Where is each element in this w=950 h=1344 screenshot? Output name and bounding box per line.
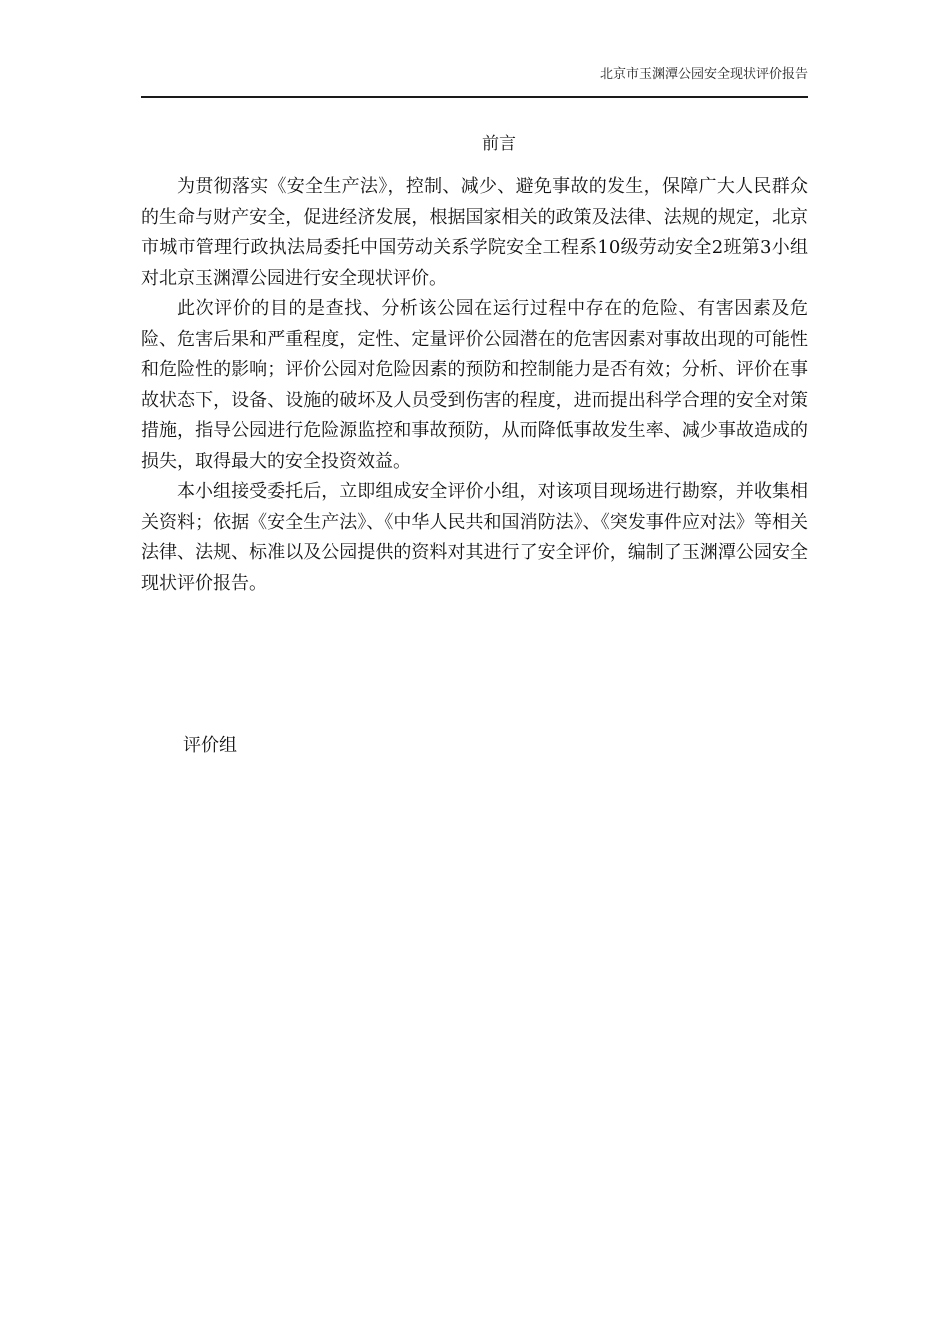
paragraph-2: 此次评价的目的是查找、分析该公园在运行过程中存在的危险、有害因素及危险、危害后果和严重程度，定性、定量评价公园潜在的危害因素对事故出现的可能性和危险性的影响；评价公园对危险因素的预防和控制能力是否有效；分析、评价在事故状态下，设备、设施的破坏及人员受到伤害的程度，进而提出科学合理的安全对策措施，指导公园进行危险源监控和事故预防，从而降低事故发生率、减少事故造成的损失，取得最大的安全投资效益。 xyxy=(141,298,808,472)
header-divider xyxy=(141,96,808,98)
preface-body xyxy=(141,172,808,599)
running-header: 北京市玉渊潭公园安全现状评价报告 xyxy=(599,67,808,82)
paragraph-3: 本小组接受委托后，立即组成安全评价小组，对该项目现场进行勘察，并收集相关资料；依据《安全生产法》、《中华人民共和国消防法》、《突发事件应对法》等相关法律、法规、标准以及公园提供的资料对其进行了安全评价，编制了玉渊潭公园安全现状评价报告。 xyxy=(141,481,808,594)
page-title: 前言 xyxy=(482,134,516,154)
paragraph-1: 为贯彻落实《安全生产法》，控制、减少、避免事故的发生，保障广大人民群众的生命与财产安全，促进经济发展，根据国家相关的政策及法律、法规的规定，北京市城市管理行政执法局委托中国劳动关系学院安全工程系10级劳动安全2班第3小组对北京玉渊潭公园进行安全现状评价。 xyxy=(141,176,808,289)
signature: 评价组 xyxy=(183,735,237,756)
